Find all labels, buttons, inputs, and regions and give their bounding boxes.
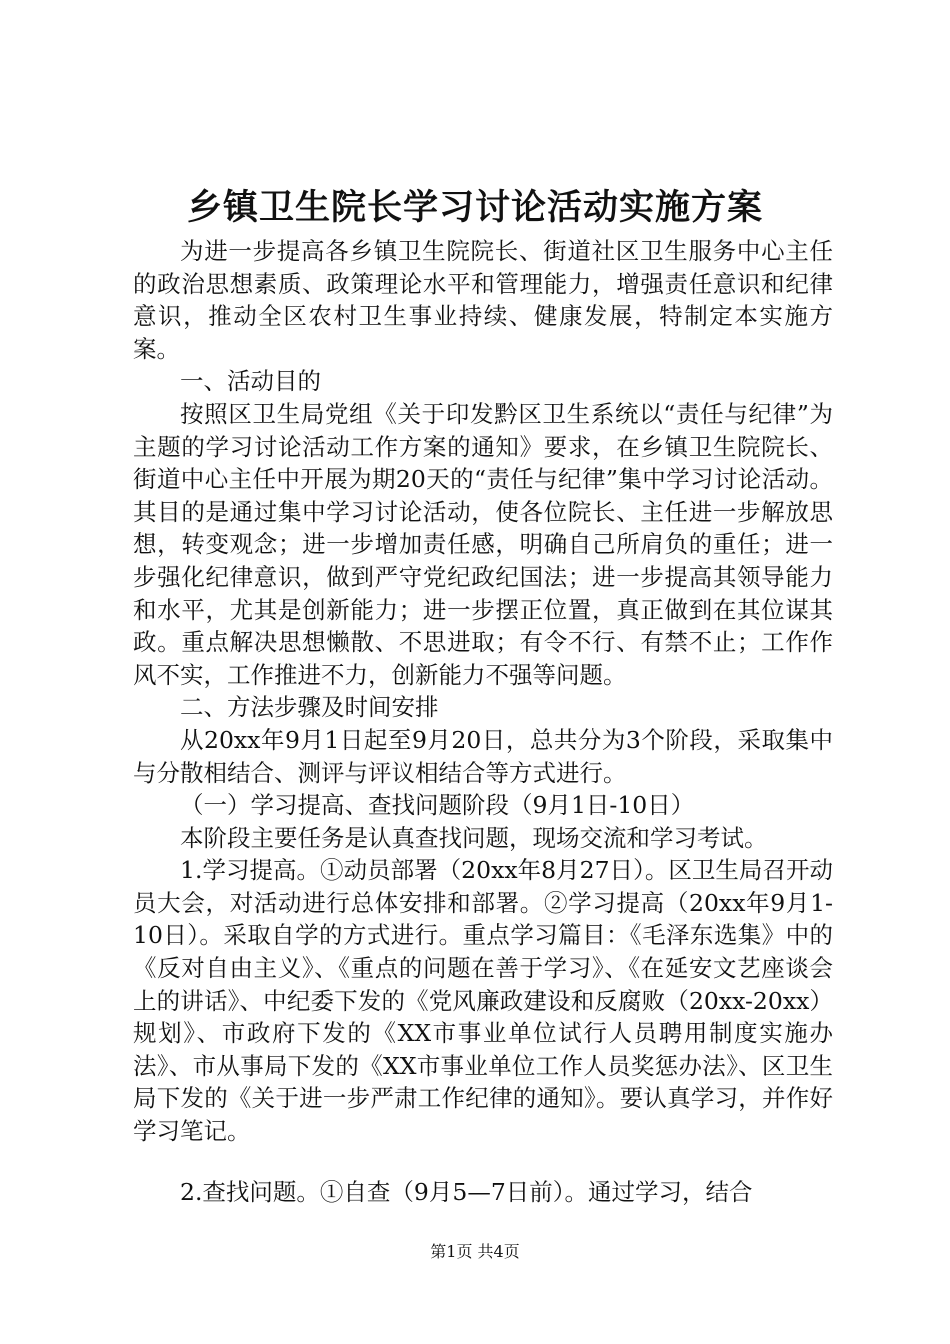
- page-footer: 第1页 共4页: [430, 1242, 520, 1261]
- document-body: [133, 235, 833, 1208]
- document-title: 乡镇卫生院长学习讨论活动实施方案: [186, 187, 763, 228]
- heading-activity-purpose: 一、活动目的: [180, 367, 321, 396]
- heading-stage-one: （一）学习提高、查找问题阶段（9月1日-10日）: [180, 791, 695, 820]
- paragraph-schedule: 从20xx年9月1日起至9月20日，总共分为3个阶段，采取集中与分散相结合、测评与评议相结合等方式进行。: [133, 725, 833, 787]
- paragraph-stage-one-task: 本阶段主要任务是认真查找问题，现场交流和学习考试。: [180, 823, 768, 852]
- paragraph-study-improve: 1.学习提高。①动员部署（20xx年8月27日）。区卫生局召开动员大会，对活动进行总体安排和部署。②学习提高（20xx年9月1-10日）。采取自学的方式进行。重点学习篇目：《毛泽东选集》中的《反对自由主义》、《重点的问题在善于学习》、《在延安文艺座谈会上的讲话》、中纪委下发的《党风廉政建设和反腐败（20xx-20xx）规划》、市政府下发的《XX市事业单位试行人员聘用制度实施办法》、市从事局下发的《XX市事业单位工作人员奖惩办法》、区卫生局下发的《关于进一步严肃工作纪律的通知》。要认真学习，并作好学习笔记。: [133, 856, 833, 1146]
- heading-methods-schedule: 二、方法步骤及时间安排: [180, 693, 439, 722]
- paragraph-purpose: 按照区卫生局党组《关于印发黔区卫生系统以“责任与纪律”为主题的学习讨论活动工作方案的通知》要求，在乡镇卫生院院长、街道中心主任中开展为期20天的“责任与纪律”集中学习讨论活动。其目的是通过集中学习讨论活动，使各位院长、主任进一步解放思想，转变观念；进一步增加责任感，明确自己所肩负的重任；进一步强化纪律意识，做到严守党纪政纪国法；进一步提高其领导能力和水平，尤其是创新能力；进一步摆正位置，真正做到在其位谋其政。重点解决思想懒散、不思进取；有令不行、有禁不止；工作作风不实，工作推进不力，创新能力不强等问题。: [133, 399, 833, 689]
- paragraph-find-problems: 2.查找问题。①自查（9月5—7日前）。通过学习，结合: [180, 1177, 753, 1206]
- paragraph-intro: 为进一步提高各乡镇卫生院院长、街道社区卫生服务中心主任的政治思想素质、政策理论水平和管理能力，增强责任意识和纪律意识，推动全区农村卫生事业持续、健康发展，特制定本实施方案。: [133, 237, 833, 363]
